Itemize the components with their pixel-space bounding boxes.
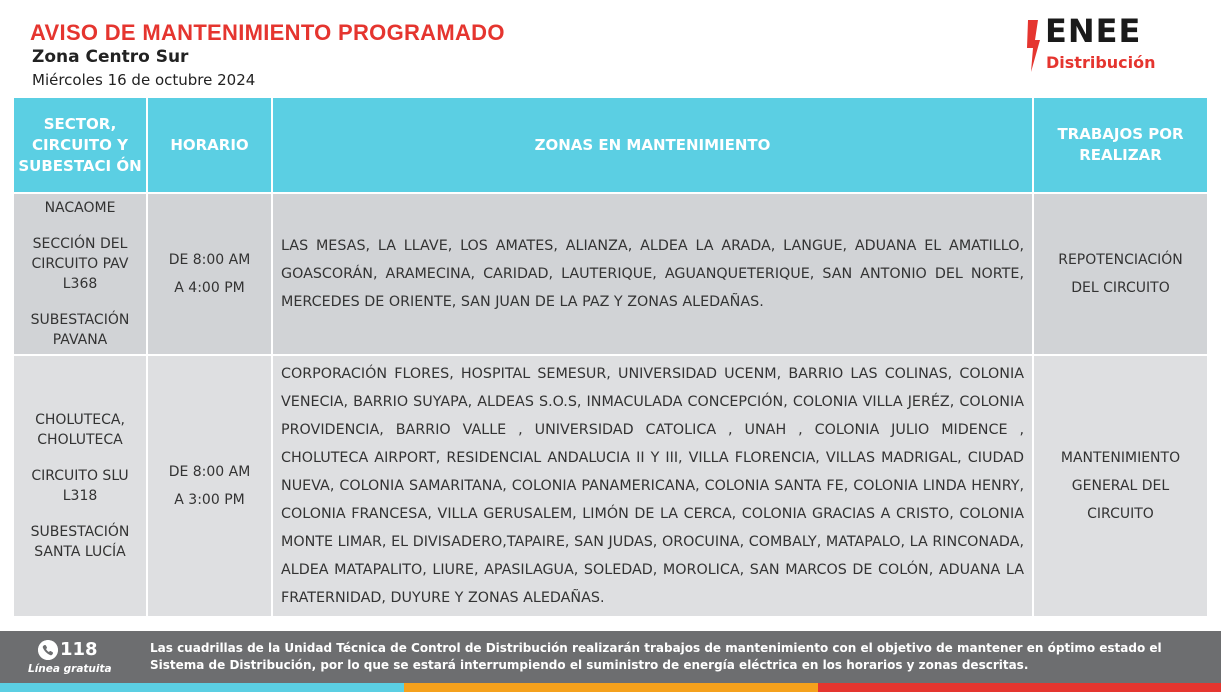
work-line: GENERAL DEL bbox=[1071, 478, 1170, 494]
hotline bbox=[28, 638, 138, 678]
substation-name: SUBESTACIÓN SANTA LUCÍA bbox=[30, 524, 130, 560]
header-trabajos: TRABAJOS POR REALIZAR bbox=[1033, 97, 1208, 193]
header-horario: HORARIO bbox=[147, 97, 272, 193]
hotline-number: 118 bbox=[60, 639, 98, 660]
table-row bbox=[13, 193, 1208, 355]
zone-name: Zona Centro Sur bbox=[32, 47, 189, 67]
work-line: REPOTENCIACIÓN bbox=[1058, 252, 1183, 268]
zones-cell: LAS MESAS, LA LLAVE, LOS AMATES, ALIANZA, ALDEA LA ARADA, LANGUE, ADUANA EL AMATILLO, GOASCORÁN, ARAMECINA, CARIDAD, LAUTERIQUE, AGUANQUETERIQUE, SAN ANTONIO DEL NORTE, MERCEDES DE ORIENTE, SAN JUAN DE LA PAZ Y ZONAS ALEDAÑAS. bbox=[272, 193, 1033, 355]
notice-date: Miércoles 16 de octubre 2024 bbox=[32, 71, 256, 89]
stripe-orange bbox=[404, 683, 818, 692]
phone-icon bbox=[38, 640, 58, 660]
header-zonas: ZONAS EN MANTENIMIENTO bbox=[272, 97, 1033, 193]
schedule-cell bbox=[147, 355, 272, 617]
schedule-end: A 3:00 PM bbox=[174, 492, 245, 508]
work-cell bbox=[1033, 355, 1208, 617]
table-header-row bbox=[13, 97, 1208, 193]
maintenance-table bbox=[12, 96, 1209, 618]
notice-title: AVISO DE MANTENIMIENTO PROGRAMADO bbox=[30, 20, 505, 45]
circuit-name: SECCIÓN DEL CIRCUITO PAV L368 bbox=[31, 236, 129, 292]
work-line: MANTENIMIENTO bbox=[1060, 450, 1181, 466]
table-row bbox=[13, 355, 1208, 617]
sector-cell bbox=[13, 355, 147, 617]
circuit-name: CIRCUITO SLU L318 bbox=[31, 468, 129, 504]
work-cell bbox=[1033, 193, 1208, 355]
schedule-cell bbox=[147, 193, 272, 355]
sector-cell bbox=[13, 193, 147, 355]
logo-subtitle: Distribución bbox=[1046, 53, 1156, 72]
work-line: CIRCUITO bbox=[1087, 506, 1154, 522]
hotline-label: Línea gratuita bbox=[28, 663, 112, 675]
logo-wordmark: ENEE bbox=[1045, 12, 1142, 50]
stripe-cyan bbox=[0, 683, 404, 692]
schedule-start: DE 8:00 AM bbox=[168, 252, 251, 268]
sector-name: CHOLUTECA, CHOLUTECA bbox=[35, 412, 125, 448]
substation-name: SUBESTACIÓN PAVANA bbox=[30, 312, 130, 348]
footer-notice: Las cuadrillas de la Unidad Técnica de Control de Distribución realizarán trabajos de mantenimiento con el objetivo de mantener en óptimo estado el Sistema de Distribución, por lo que se estará interrumpiendo el suministro de energía eléctrica en los horarios y zonas descritas. bbox=[150, 641, 1162, 672]
sector-name: NACAOME bbox=[44, 200, 116, 216]
zones-cell: CORPORACIÓN FLORES, HOSPITAL SEMESUR, UNIVERSIDAD UCENM, BARRIO LAS COLINAS, COLONIA VENECIA, BARRIO SUYAPA, ALDEAS S.O.S, INMACULADA CONCEPCIÓN, COLONIA VILLA JERÉZ, COLONIA PROVIDENCIA, BARRIO VALLE , UNIVERSIDAD CATOLICA , UNAH , COLONIA JULIO MIDENCE , CHOLUTECA AIRPORT, RESIDENCIAL ANDALUCIA II Y III, VILLA FLORENCIA, VILLAS MADRIGAL, CIUDAD NUEVA, COLONIA SAMARITANA, COLONIA PANAMERICANA, COLONIA SANTA FE, COLONIA LINDA HENRY, COLONIA FRANCESA, VILLA GERUSALEM, LIMÓN DE LA CERCA, COLONIA GRACIAS A CRISTO, COLONIA MONTE LIMAR, EL DIVISADERO,TAPAIRE, SAN JUDAS, OROCUINA, COMBALY, MATAPALO, LA RINCONADA, ALDEA MATAPALITO, LIURE, APASILAGUA, SOLEDAD, MOROLICA, SAN MARCOS DE COLÓN, ADUANA LA FRATERNIDAD, DUYURE Y ZONAS ALEDAÑAS. bbox=[272, 355, 1033, 617]
work-line: DEL CIRCUITO bbox=[1071, 280, 1170, 296]
enee-bolt-mark-icon bbox=[1022, 20, 1042, 72]
header-sector: SECTOR, CIRCUITO Y SUBESTACI ÓN bbox=[13, 97, 147, 193]
schedule-start: DE 8:00 AM bbox=[168, 464, 251, 480]
stripe-red bbox=[818, 683, 1221, 692]
footer-bar bbox=[0, 631, 1221, 683]
schedule-end: A 4:00 PM bbox=[174, 280, 245, 296]
enee-logo bbox=[1022, 12, 1197, 76]
